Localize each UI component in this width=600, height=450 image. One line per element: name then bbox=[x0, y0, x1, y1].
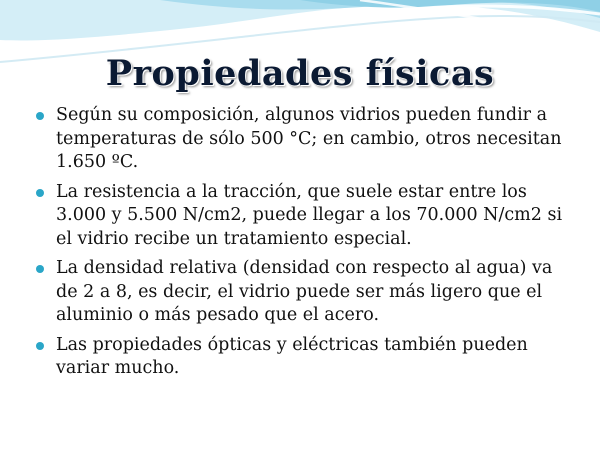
bullet-icon bbox=[36, 112, 44, 120]
slide-title: Propiedades físicas bbox=[105, 53, 495, 95]
bullet-item bbox=[36, 334, 576, 381]
bullet-list bbox=[36, 104, 576, 387]
bullet-icon bbox=[36, 189, 44, 197]
bullet-item bbox=[36, 181, 576, 252]
bullet-icon bbox=[36, 342, 44, 350]
bullet-text: La resistencia a la tracción, que suele estar entre los 3.000 y 5.500 N/cm2, puede llegar a los 70.000 N/cm2 si el vidrio recibe un tratamiento especial. bbox=[56, 181, 563, 249]
bullet-text: Según su composición, algunos vidrios pueden fundir a temperaturas de sólo 500 °C; en cambio, otros necesitan 1.650 ºC. bbox=[56, 105, 562, 172]
bullet-icon bbox=[36, 265, 44, 273]
bullet-item bbox=[36, 104, 576, 175]
bullet-text: La densidad relativa (densidad con respecto al agua) va de 2 a 8, es decir, el vidrio puede ser más ligero que el aluminio o más pesado que el acero. bbox=[56, 258, 553, 325]
bullet-text: Las propiedades ópticas y eléctricas también pueden variar mucho. bbox=[56, 334, 528, 378]
bullet-item bbox=[36, 257, 576, 328]
